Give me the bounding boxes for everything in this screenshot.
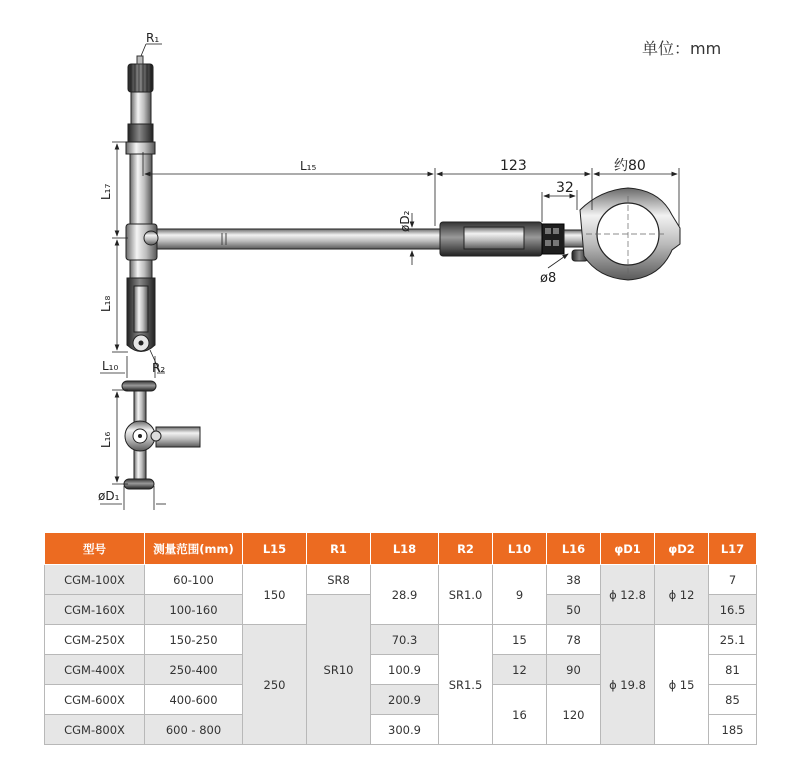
dim-l15: L₁₅	[300, 159, 317, 173]
l15-cell: 150	[243, 565, 307, 625]
d2-cell: ϕ 15	[655, 625, 709, 745]
l17-cell: 185	[709, 715, 757, 745]
header-cell: φD2	[655, 533, 709, 565]
l17-cell: 7	[709, 565, 757, 595]
dim-r1: R₁	[146, 31, 160, 45]
range-cell: 150-250	[145, 625, 243, 655]
dim-l18: L₁₈	[99, 295, 113, 312]
header-cell: φD1	[601, 533, 655, 565]
d1-cell: ϕ 19.8	[601, 625, 655, 745]
model-cell: CGM-600X	[45, 685, 145, 715]
l17-cell: 81	[709, 655, 757, 685]
l17-cell: 85	[709, 685, 757, 715]
table-row	[45, 625, 757, 655]
dim-d1: øD₁	[98, 489, 120, 503]
r2-cell: SR1.0	[439, 565, 493, 625]
l16-cell: 90	[547, 655, 601, 685]
model-cell: CGM-800X	[45, 715, 145, 745]
r2-cell: SR1.5	[439, 625, 493, 745]
l16-cell: 78	[547, 625, 601, 655]
l18-cell: 28.9	[371, 565, 439, 625]
bore-gauge-side-view	[122, 381, 200, 489]
l10-cell: 15	[493, 625, 547, 655]
range-cell: 250-400	[145, 655, 243, 685]
d1-cell: ϕ 12.8	[601, 565, 655, 625]
l10-cell: 9	[493, 565, 547, 625]
range-cell: 100-160	[145, 595, 243, 625]
header-cell: 测量范围(mm)	[145, 533, 243, 565]
bore-gauge-front-view	[126, 56, 680, 352]
model-cell: CGM-250X	[45, 625, 145, 655]
l18-cell: 200.9	[371, 685, 439, 715]
dim-l10: L₁₀	[102, 359, 119, 373]
l18-cell: 100.9	[371, 655, 439, 685]
l17-cell: 16.5	[709, 595, 757, 625]
header-cell: L18	[371, 533, 439, 565]
d2-cell: ϕ 12	[655, 565, 709, 625]
l10-cell: 16	[493, 685, 547, 745]
r1-cell: SR8	[307, 565, 371, 595]
header-cell: L16	[547, 533, 601, 565]
dim-d2: øD₂	[398, 210, 412, 232]
l10-cell: 12	[493, 655, 547, 685]
model-cell: CGM-400X	[45, 655, 145, 685]
header-cell: L10	[493, 533, 547, 565]
dim-32: 32	[556, 180, 574, 196]
l18-cell: 70.3	[371, 625, 439, 655]
header-cell: 型号	[45, 533, 145, 565]
range-cell: 400-600	[145, 685, 243, 715]
l16-cell: 50	[547, 595, 601, 625]
dim-80: 约80	[614, 158, 646, 174]
range-cell: 60-100	[145, 565, 243, 595]
header-cell: L17	[709, 533, 757, 565]
header-cell: R1	[307, 533, 371, 565]
dim-r2: R₂	[152, 361, 166, 375]
table-header-row	[45, 533, 757, 565]
l15-cell: 250	[243, 625, 307, 745]
header-cell: R2	[439, 533, 493, 565]
table-row	[45, 565, 757, 595]
spec-table	[44, 532, 757, 745]
model-cell: CGM-100X	[45, 565, 145, 595]
l17-cell: 25.1	[709, 625, 757, 655]
l16-cell: 120	[547, 685, 601, 745]
unit-label: 单位：mm	[642, 39, 722, 58]
r1-cell: SR10	[307, 595, 371, 745]
header-cell: L15	[243, 533, 307, 565]
dim-l17: L₁₇	[99, 183, 113, 200]
range-cell: 600 - 800	[145, 715, 243, 745]
dim-l16: L₁₆	[99, 431, 113, 448]
l18-cell: 300.9	[371, 715, 439, 745]
model-cell: CGM-160X	[45, 595, 145, 625]
dim-123: 123	[500, 158, 527, 174]
l16-cell: 38	[547, 565, 601, 595]
dim-8: ø8	[540, 271, 557, 286]
